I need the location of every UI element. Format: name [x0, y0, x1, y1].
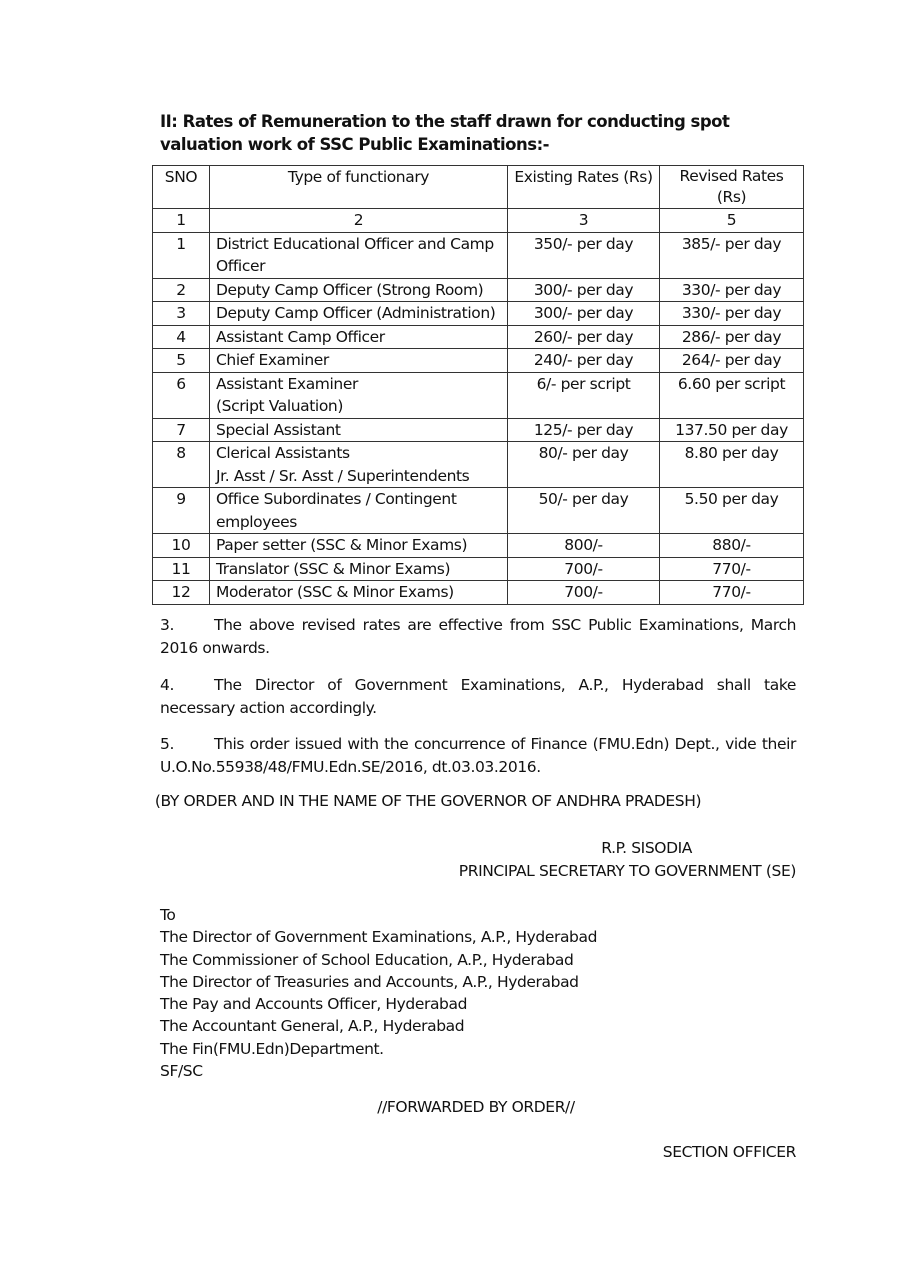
- header-revised: Revised Rates (Rs): [660, 166, 804, 209]
- distribution-list: [160, 904, 597, 1082]
- cell-type-line: Deputy Camp Officer (Strong Room): [216, 280, 484, 299]
- cell-sno: 9: [153, 488, 210, 534]
- cell-sno: 3: [153, 302, 210, 326]
- cell-existing: 260/- per day: [508, 325, 660, 349]
- cell-type-line: Assistant Examiner: [216, 374, 358, 393]
- cell-revised: 880/-: [660, 534, 804, 558]
- paragraph-text: The Director of Government Examinations, A.P., Hyderabad shall take necessary action accordingly.: [160, 676, 796, 717]
- cell-sno: 2: [153, 278, 210, 302]
- cell-revised: 770/-: [660, 581, 804, 605]
- remuneration-table: [152, 165, 804, 605]
- table-row: [153, 278, 804, 302]
- cell-revised: 770/-: [660, 557, 804, 581]
- cell-sno: 11: [153, 557, 210, 581]
- recipient: The Director of Treasuries and Accounts, A.P., Hyderabad: [160, 972, 579, 991]
- cell-type: [210, 488, 508, 534]
- forwarded-line: //FORWARDED BY ORDER//: [377, 1098, 575, 1116]
- cell-revised: 5.50 per day: [660, 488, 804, 534]
- table-row: [153, 581, 804, 605]
- paragraph-3: [160, 614, 796, 659]
- table-row: [153, 442, 804, 488]
- cell-type: [210, 442, 508, 488]
- cell-existing: 50/- per day: [508, 488, 660, 534]
- cell-existing: 800/-: [508, 534, 660, 558]
- cell-sno: 8: [153, 442, 210, 488]
- recipient: The Director of Government Examinations, A.P., Hyderabad: [160, 928, 598, 947]
- header-type: Type of functionary: [210, 166, 508, 209]
- paragraph-number: 3.: [160, 616, 174, 634]
- header-sno: SNO: [153, 166, 210, 209]
- table-row: [153, 488, 804, 534]
- recipient: The Fin(FMU.Edn)Department.: [160, 1039, 384, 1058]
- signatory-name: R.P. SISODIA: [601, 839, 692, 857]
- to-label: To: [160, 906, 176, 924]
- table-row: [153, 557, 804, 581]
- signatory-block: [459, 837, 796, 883]
- cell-existing: 700/-: [508, 557, 660, 581]
- cell-existing: 240/- per day: [508, 349, 660, 373]
- cell-type: [210, 349, 508, 373]
- cell-revised: 8.80 per day: [660, 442, 804, 488]
- cell-type-line: Chief Examiner: [216, 351, 329, 369]
- header-existing: Existing Rates (Rs): [508, 166, 660, 209]
- cell-revised: 264/- per day: [660, 349, 804, 373]
- cell-sno: 12: [153, 581, 210, 605]
- cell-type: [210, 418, 508, 442]
- cell-type: [210, 278, 508, 302]
- cell-sno: 7: [153, 418, 210, 442]
- column-number: 3: [508, 209, 660, 233]
- cell-type-line: Paper setter (SSC & Minor Exams): [216, 536, 468, 554]
- cell-revised: 137.50 per day: [660, 418, 804, 442]
- cell-type: [210, 325, 508, 349]
- paragraph-number: 4.: [160, 676, 174, 694]
- table-row: [153, 349, 804, 373]
- recipient: The Commissioner of School Education, A.P., Hyderabad: [160, 950, 574, 969]
- cell-existing: 80/- per day: [508, 442, 660, 488]
- cell-type-line: Jr. Asst / Sr. Asst / Superintendents: [216, 466, 470, 485]
- cell-type-line: Moderator (SSC & Minor Exams): [216, 583, 454, 601]
- cell-sno: 6: [153, 372, 210, 418]
- paragraph-number: 5.: [160, 735, 174, 753]
- cell-type: [210, 302, 508, 326]
- cell-existing: 300/- per day: [508, 278, 660, 302]
- cell-sno: 5: [153, 349, 210, 373]
- cell-existing: 125/- per day: [508, 418, 660, 442]
- cell-type-line: Office Subordinates / Contingent employees: [216, 490, 457, 531]
- cell-existing: 300/- per day: [508, 302, 660, 326]
- cell-type: [210, 372, 508, 418]
- cell-type-line: (Script Valuation): [216, 397, 343, 415]
- cell-type: [210, 557, 508, 581]
- paragraph-text: The above revised rates are effective from SSC Public Examinations, March 2016 onwards.: [160, 616, 796, 657]
- section-officer: SECTION OFFICER: [662, 1143, 796, 1161]
- paragraph-4: [160, 674, 796, 719]
- column-number-row: [153, 209, 804, 233]
- signatory-designation: PRINCIPAL SECRETARY TO GOVERNMENT (SE): [458, 862, 796, 880]
- column-number: 1: [153, 209, 210, 233]
- table-row: [153, 232, 804, 278]
- cell-existing: 350/- per day: [508, 232, 660, 278]
- table-header-row: [153, 166, 804, 209]
- table-row: [153, 418, 804, 442]
- recipient: The Pay and Accounts Officer, Hyderabad: [160, 995, 468, 1014]
- cell-sno: 4: [153, 325, 210, 349]
- column-number: 5: [660, 209, 804, 233]
- cell-revised: 330/- per day: [660, 302, 804, 326]
- cell-type: [210, 232, 508, 278]
- cell-type-line: Assistant Camp Officer: [216, 327, 385, 346]
- cell-type: [210, 581, 508, 605]
- recipient: The Accountant General, A.P., Hyderabad: [160, 1017, 465, 1036]
- cell-type-line: District Educational Officer and Camp Officer: [216, 234, 494, 275]
- file-reference: SF/SC: [160, 1062, 203, 1081]
- table-row: [153, 372, 804, 418]
- cell-type-line: Deputy Camp Officer (Administration): [216, 304, 496, 322]
- table-row: [153, 325, 804, 349]
- cell-revised: 330/- per day: [660, 278, 804, 302]
- cell-revised: 286/- per day: [660, 325, 804, 349]
- paragraph-5: [160, 733, 796, 778]
- cell-type-line: Translator (SSC & Minor Exams): [216, 559, 451, 578]
- cell-type-line: Clerical Assistants: [216, 444, 350, 462]
- cell-revised: 6.60 per script: [660, 372, 804, 418]
- cell-type: [210, 534, 508, 558]
- section-heading: II: Rates of Remuneration to the staff drawn for conducting spot valuation work of SSC Public Examinations:-: [160, 112, 730, 154]
- table-row: [153, 534, 804, 558]
- governor-order-line: (BY ORDER AND IN THE NAME OF THE GOVERNOR OF ANDHRA PRADESH): [154, 792, 702, 810]
- cell-existing: 6/- per script: [508, 372, 660, 418]
- cell-type-line: Special Assistant: [216, 420, 341, 439]
- cell-revised: 385/- per day: [660, 232, 804, 278]
- cell-sno: 1: [153, 232, 210, 278]
- column-number: 2: [210, 209, 508, 233]
- cell-sno: 10: [153, 534, 210, 558]
- paragraph-text: This order issued with the concurrence of Finance (FMU.Edn) Dept., vide their U.O.No.55938/48/FMU.Edn.SE/2016, dt.03.03.2016.: [160, 735, 796, 776]
- table-row: [153, 302, 804, 326]
- cell-existing: 700/-: [508, 581, 660, 605]
